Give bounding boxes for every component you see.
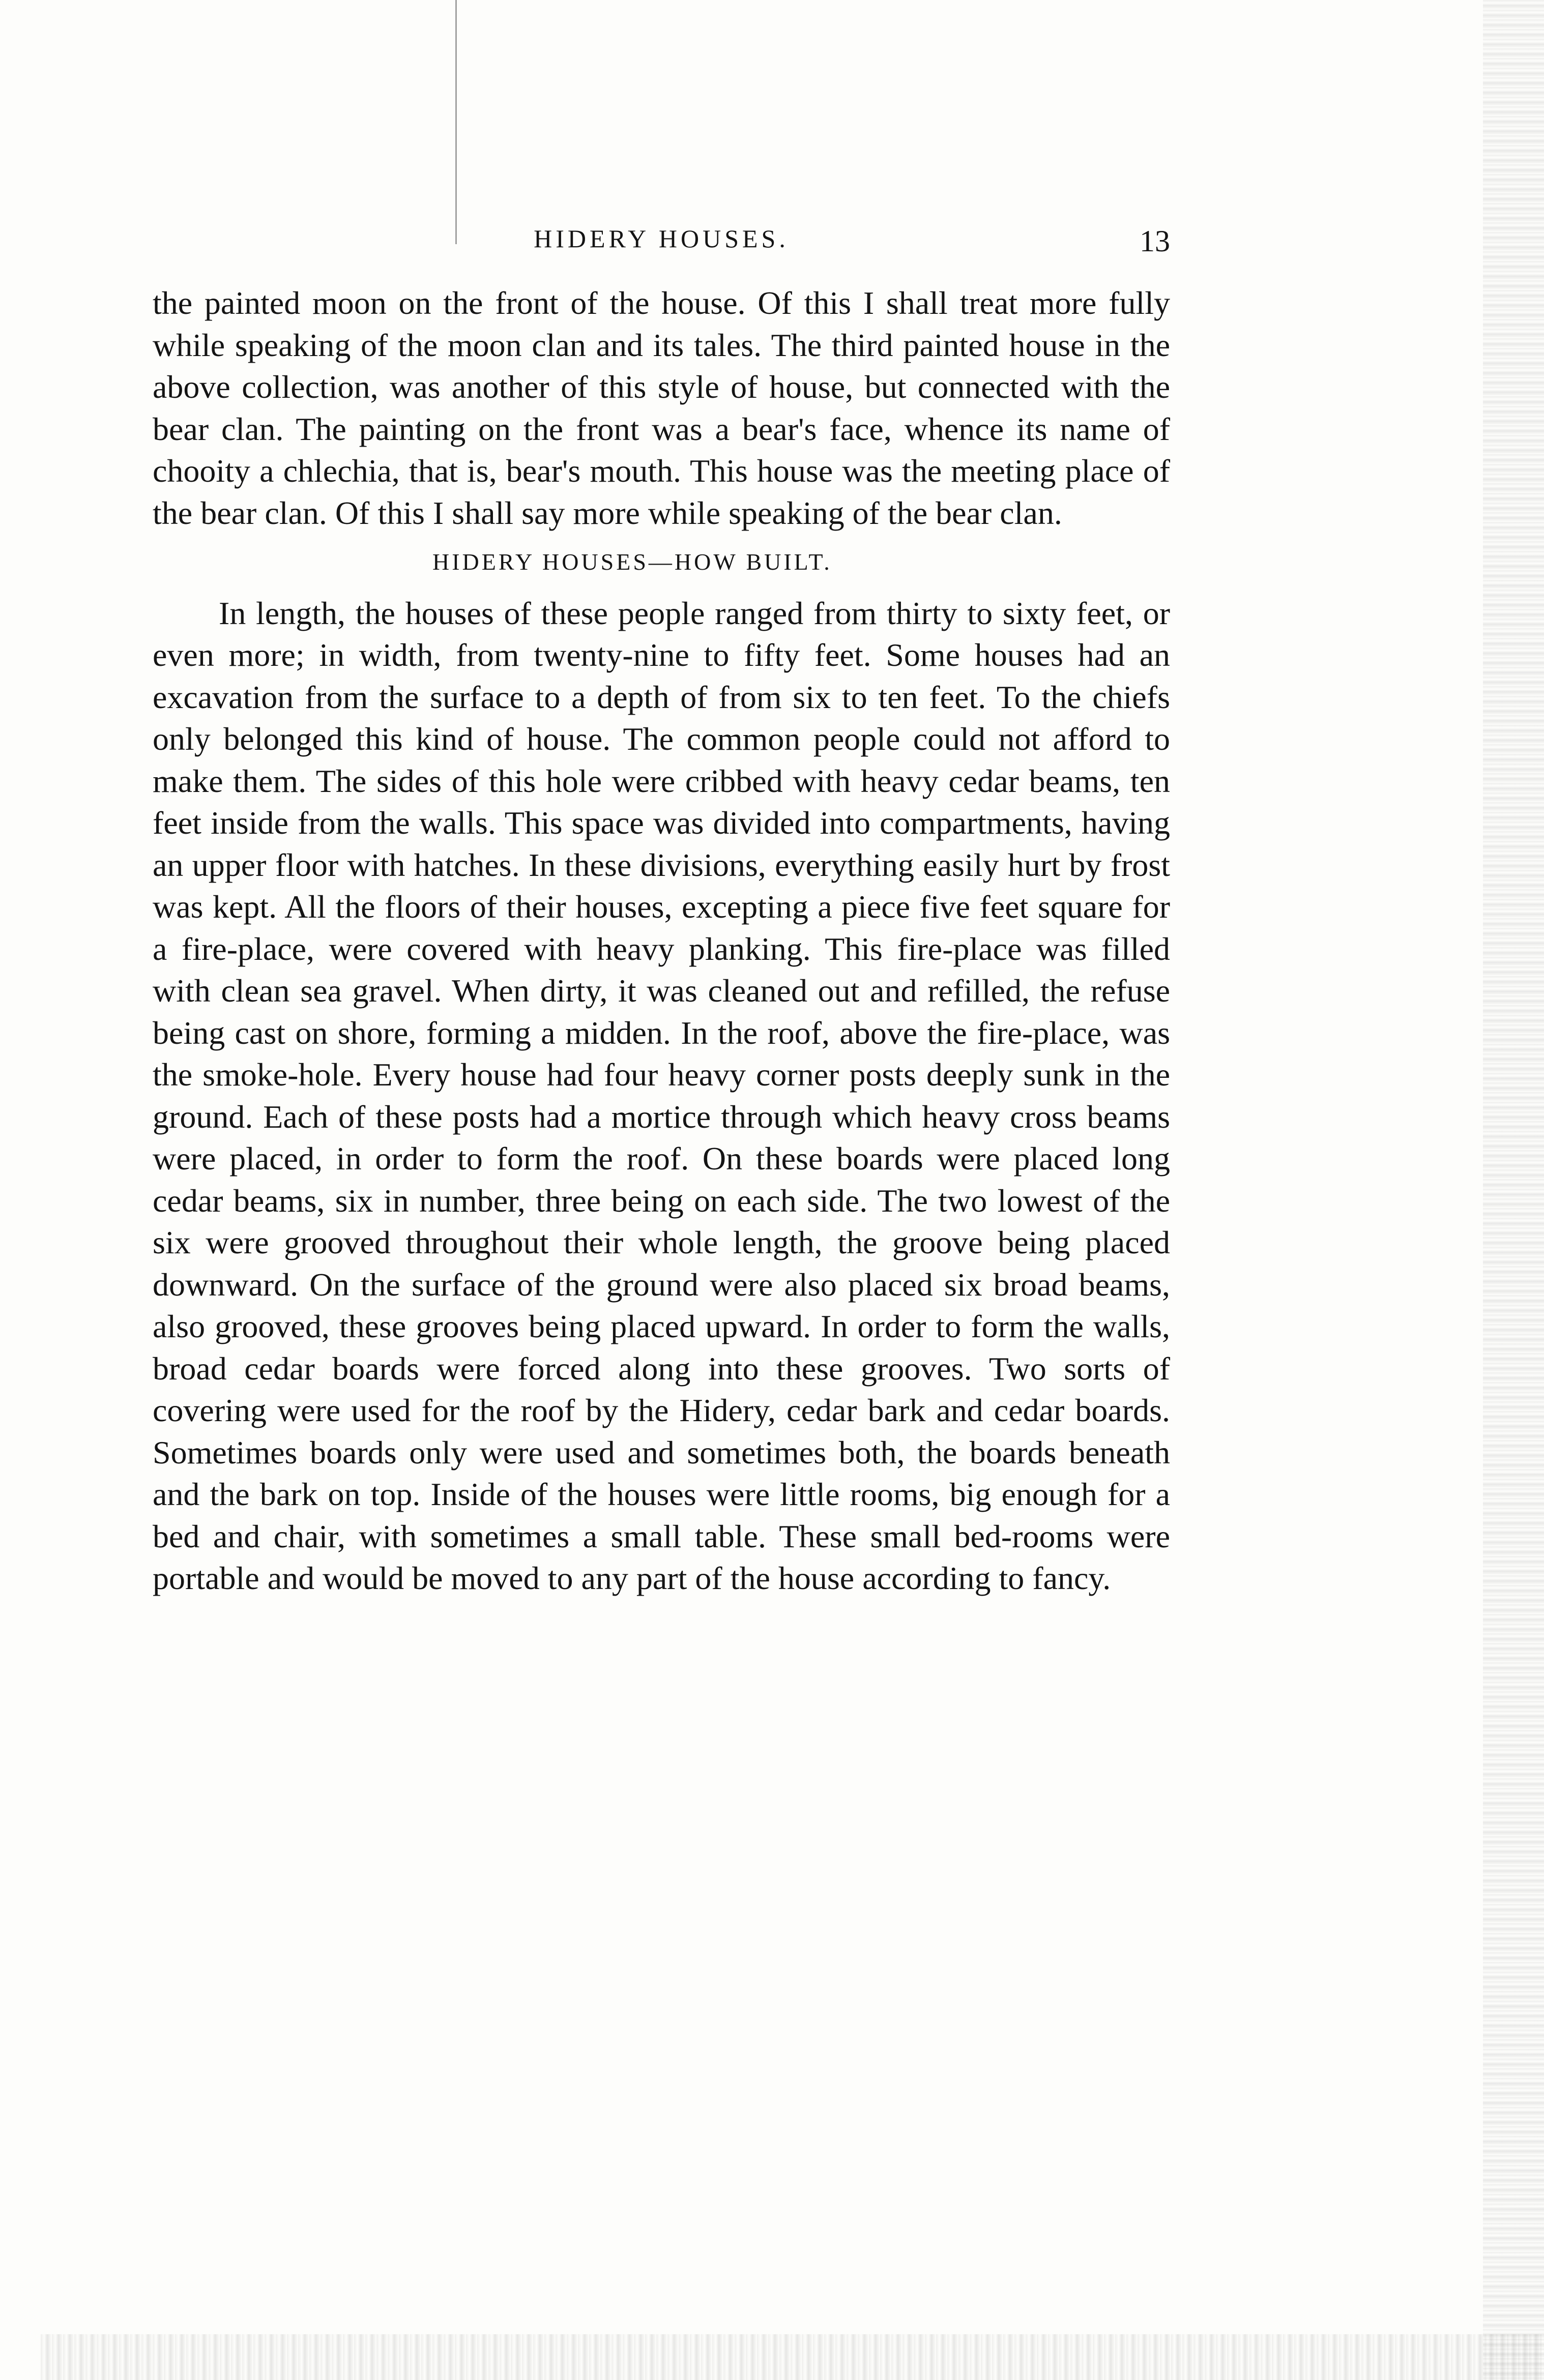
scan-edge-noise-bottom bbox=[41, 2334, 1541, 2380]
section-heading: HIDERY HOUSES—HOW BUILT. bbox=[432, 549, 832, 575]
scan-edge-noise-right bbox=[1483, 0, 1544, 2380]
page-body bbox=[153, 282, 1170, 1600]
page-header bbox=[153, 224, 1170, 265]
page-number: 13 bbox=[1140, 224, 1170, 258]
running-head: HIDERY HOUSES. bbox=[534, 224, 789, 253]
scan-gutter-line bbox=[455, 0, 457, 244]
paragraph: the painted moon on the front of the house. Of this I shall treat more fully while speaking of the moon clan and its tales. The third painted house in the above collection, was another of this style of house, but connected with the bear clan. The painting on the front was a bear's face, whence its name of chooity a chlechia, that is, bear's mouth. This house was the meeting place of the bear clan. Of this I shall say more while speaking of the bear clan. bbox=[153, 285, 1170, 531]
paragraph: In length, the houses of these people ranged from thirty to sixty feet, or even more; in width, from twenty-nine to fifty feet. Some houses had an excavation from the surface to a depth of from six to ten feet. To the chiefs only belonged this kind of house. The common people could not afford to make them. The sides of this hole were cribbed with heavy cedar beams, ten feet inside from the walls. This space was divided into compartments, having an upper floor with hatches. In these divisions, everything easily hurt by frost was kept. All the floors of their houses, excepting a piece five feet square for a fire-place, were covered with heavy planking. This fire-place was filled with clean sea gravel. When dirty, it was cleaned out and refilled, the refuse being cast on shore, forming a midden. In the roof, above the fire-place, was the smoke-hole. Every house had four heavy corner posts deeply sunk in the ground. Each of these posts had a mortice through which heavy cross beams were placed, in order to form the roof. On these boards were placed long cedar beams, six in number, three being on each side. The two lowest of the six were grooved throughout their whole length, the groove being placed downward. On the surface of the ground were also placed six broad beams, also grooved, these grooves being placed upward. In order to form the walls, broad cedar boards were forced along into these grooves. Two sorts of covering were used for the roof by the Hidery, cedar bark and cedar boards. Sometimes boards only were used and sometimes both, the boards beneath and the bark on top. Inside of the houses were little rooms, big enough for a bed and chair, with sometimes a small table. These small bed-rooms were portable and would be moved to any part of the house according to fancy. bbox=[153, 595, 1170, 1596]
